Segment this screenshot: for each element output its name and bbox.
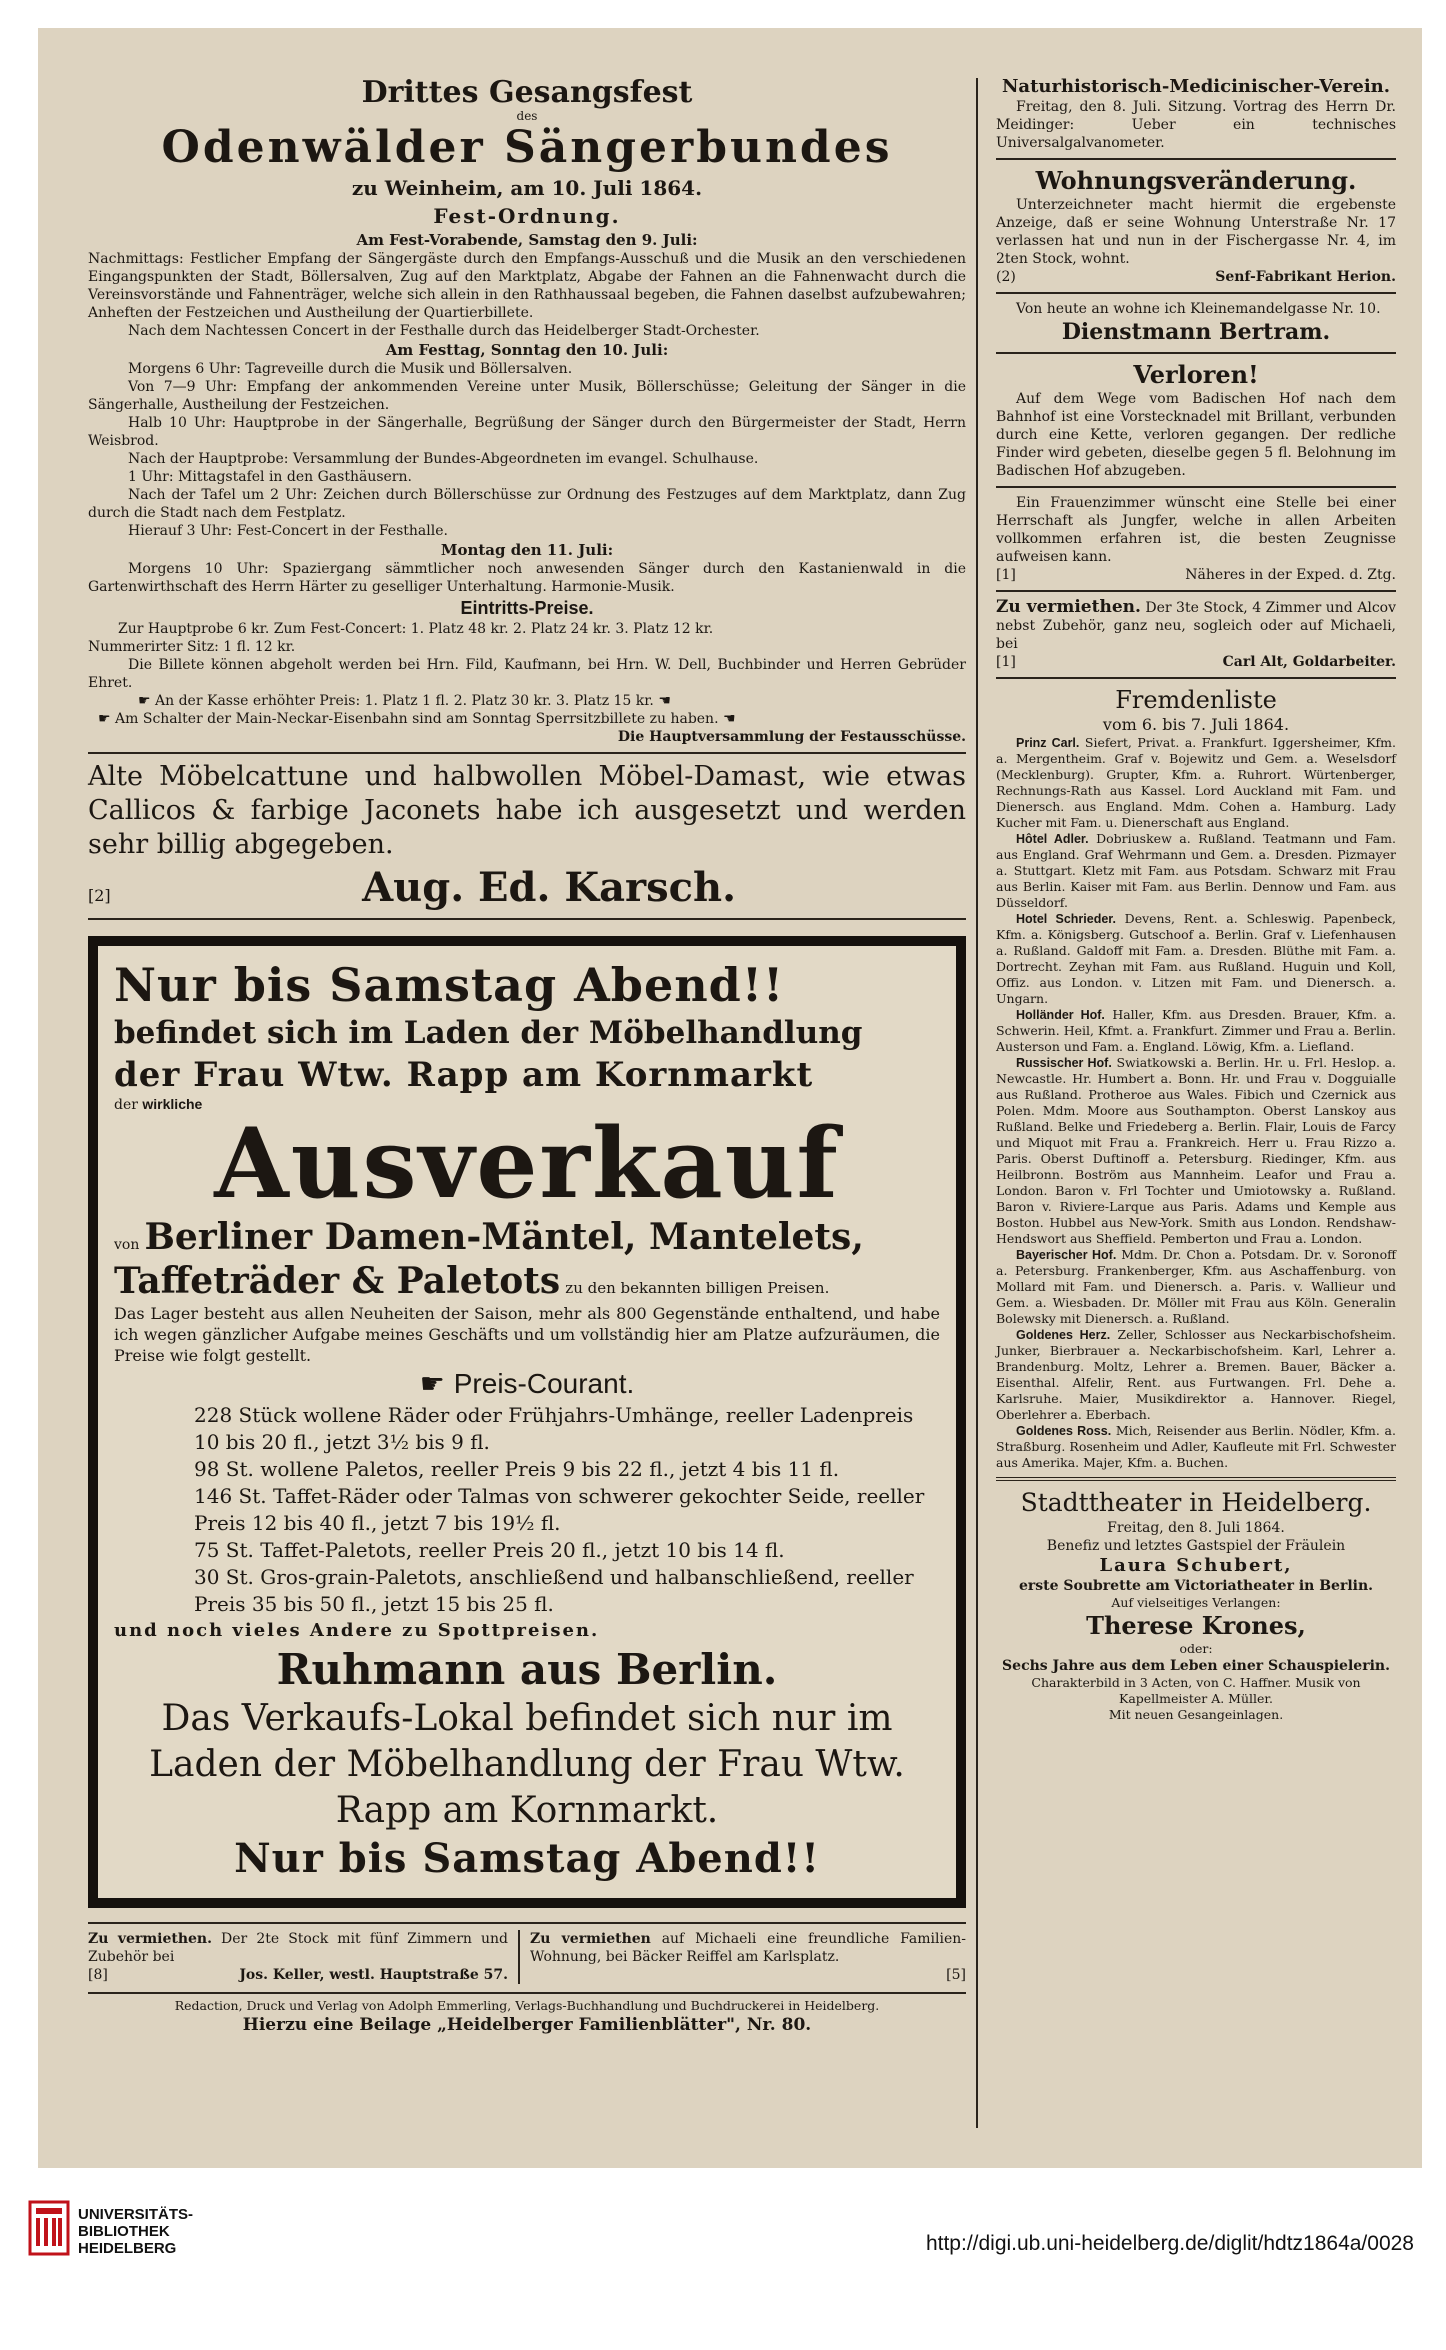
divider — [996, 158, 1396, 160]
divider — [88, 918, 966, 920]
wohnung-num: (2) — [996, 269, 1016, 285]
ad-reiffel-num: [5] — [946, 1967, 966, 1983]
festtag-line: 1 Uhr: Mittagstafel in den Gasthäusern. — [128, 469, 412, 485]
preise-line: Nummerirter Sitz: 1 fl. 12 kr. — [88, 639, 296, 655]
theater-line: Benefiz und letztes Gastspiel der Fräulein — [1046, 1538, 1346, 1554]
fremden-list — [996, 735, 1396, 1471]
karsch-num: [2] — [88, 886, 111, 905]
sale-line: befindet sich im Laden der Möbelhandlung — [114, 1015, 863, 1051]
verm-text: Der 3te Stock, 4 Zimmer und Alcov nebst Zubehör, ganz neu, sogleich oder auf Michaeli, bei — [996, 600, 1396, 652]
theater-date: Freitag, den 8. Juli 1864. — [1107, 1520, 1285, 1536]
stelle-num: [1] — [996, 567, 1016, 583]
fest-title-2: Odenwälder Sängerbundes — [161, 122, 893, 173]
divider — [996, 1477, 1396, 1481]
imprint: Redaction, Druck und Verlag von Adolph Emmerling, Verlags-Buchhandlung und Buchdruckerei in Heidelberg. — [88, 1992, 966, 2014]
verloren-head: Verloren! — [1133, 360, 1259, 389]
pointing-hand-icon: ☚ — [653, 693, 671, 709]
preis-item: 75 St. Taffet-Paletots, reeller Preis 20 fl., jetzt 10 bis 14 fl. — [194, 1538, 785, 1562]
sale-line: und noch vieles Andere zu Spottpreisen. — [114, 1620, 600, 1641]
hotel-name: Russischer Hof. — [1016, 1056, 1112, 1070]
fest-title-1: Drittes Gesangsfest — [361, 75, 693, 110]
divider — [996, 677, 1396, 679]
wohnung-name: Senf-Fabrikant Herion. — [1215, 269, 1396, 285]
hotel-guests: Dobriuskew a. Rußland. Teatmann und Fam. aus England. Graf Wehrmann und Gem. a. Dresden. Pizmayer a. Stuttgart. Kletz mit Fam. aus Potsdam. Schwarz mit Frau aus Berlin. Kaiser mit Fam. aus Berlin. Dennow und Fam. aus Düsseldorf. — [996, 831, 1397, 910]
library-name-line: UNIVERSITÄTS- — [78, 2206, 194, 2223]
preis-courant-list — [114, 1402, 940, 1618]
verm-num: [1] — [996, 654, 1016, 670]
divider — [996, 486, 1396, 488]
ad-keller-head: Zu vermiethen. — [88, 1931, 212, 1947]
theater-play-sub: Sechs Jahre aus dem Leben einer Schauspielerin. — [1002, 1658, 1390, 1674]
ad-reiffel-text: auf Michaeli eine freundliche Familien-Wohnung, bei Bäcker Reiffel am Karlsplatz. — [530, 1931, 966, 1965]
fest-des: des — [516, 109, 538, 123]
theater-line: Auf vielseitiges Verlangen: — [1111, 1595, 1281, 1610]
verm-name: Carl Alt, Goldarbeiter. — [1222, 654, 1396, 670]
festtag-line: Von 7—9 Uhr: Empfang der ankommenden Vereine unter Musik, Böllerschüsse; Geleitung der Sänger in die Sängerhalle, Austheilung der Festzeichen. — [88, 379, 966, 413]
hotel-name: Goldenes Herz. — [1016, 1328, 1111, 1342]
theater-head: Stadttheater in Heidelberg. — [1020, 1488, 1372, 1517]
theater-oder: oder: — [1179, 1641, 1213, 1656]
verm-head: Zu vermiethen. — [996, 597, 1141, 617]
library-name — [78, 2206, 193, 2257]
preise-line: Zur Hauptprobe 6 kr. Zum Fest-Concert: 1. Platz 48 kr. 2. Platz 24 kr. 3. Platz 12 kr. — [118, 621, 714, 637]
fremden-entry — [996, 911, 1396, 1007]
sale-wirkliche: wirkliche — [142, 1096, 203, 1112]
preise-heading: Eintritts-Preise. — [460, 598, 594, 618]
divider — [996, 352, 1396, 354]
ad-keller-sign — [88, 1966, 508, 1984]
viewer-footer — [0, 2168, 1446, 2350]
hotel-guests: Swiatkowski a. Berlin. Hr. u. Frl. Heslop. a. Newcastle. Hr. Humbert a. Bonn. Hr. und Frau v. Dogguialle aus Rußland. Protheroe aus Wales. Fibich und Czernick aus Polen. Mdm. Moore aus Southampton. Oberst Lanskoy aus Rußland. Belke und Friedeberg a. Berlin. Flair, Louis de Farcy und Miquot mit Frau a. Frankreich. Herr u. Frau Rizzo a. Paris. Oberst Duftinoff a. Petersburg. Riedinger, Kfm. aus Heilbronn. Boström aus Mannheim. Leafor und Frau a. London. Baron v. Frl Tochter und Umiotowsky a. Rußland. Baron v. Riviere-Larque aus Paris. Adams und Kemple aus Boston. Hubbel aus New-York. Smith aus London. Rendshaw-Hendswort aus Sheffield. Pemberton und Frau a. London. — [996, 1055, 1396, 1246]
sale-line: zu den bekannten billigen Preisen. — [565, 1279, 830, 1297]
preise-line: Am Schalter der Main-Neckar-Eisenbahn sind am Sonntag Sperrsitzbillete zu haben. — [115, 711, 719, 727]
hotel-guests: Mich, Reisender aus Berlin. Nödler, Kfm. a. Straßburg. Rosenheim und Adler, Kaufleute mit Frl. Schwester aus Amerika. Majer, Kfm. a. Buchen. — [996, 1423, 1396, 1470]
ad-reiffel — [520, 1930, 966, 1984]
beilage-note: Hierzu eine Beilage „Heidelberger Familienblätter", Nr. 80. — [242, 2015, 812, 2035]
fest-ordnung: Fest-Ordnung. — [433, 204, 621, 228]
column-divider — [976, 78, 978, 2128]
stelle-sign-text: Näheres in der Exped. d. Ztg. — [1185, 567, 1396, 583]
pointing-hand-icon: ☛ — [138, 693, 156, 709]
small-ads-row — [88, 1922, 966, 1984]
hotel-name: Hotel Schrieder. — [1016, 912, 1116, 926]
left-column — [88, 76, 966, 2036]
wohnung-head: Wohnungsveränderung. — [1035, 166, 1357, 195]
pointing-hand-icon: ☚ — [718, 711, 736, 727]
pointing-hand-icon: ☛ — [98, 711, 116, 727]
fremden-entry — [996, 1423, 1396, 1471]
bertram-name: Dienstmann Bertram. — [1061, 319, 1331, 345]
verein-head: Naturhistorisch-Medicinischer-Verein. — [1001, 76, 1391, 97]
preis-item: 30 St. Gros-grain-Paletots, anschließend und halbanschließend, reeller Preis 35 bis 50 fl., jetzt 15 bis 25 fl. — [194, 1565, 914, 1616]
preis-item: 98 St. wollene Paletos, reeller Preis 9 bis 22 fl., jetzt 4 bis 11 fl. — [194, 1457, 840, 1481]
fremden-head: Fremdenliste — [1115, 686, 1277, 714]
wohnung-sign — [996, 268, 1396, 286]
festtag-line: Nach der Hauptprobe: Versammlung der Bundes-Abgeordneten im evangel. Schulhause. — [128, 451, 759, 467]
divider — [996, 292, 1396, 294]
preis-courant-head — [114, 1366, 940, 1402]
ad-reiffel-head: Zu vermiethen — [530, 1931, 651, 1947]
montag-heading: Montag den 11. Juli: — [440, 541, 614, 559]
karsch-sign-row — [88, 864, 966, 912]
wohnung-text: Unterzeichneter macht hiermit die ergebenste Anzeige, daß er seine Wohnung Unterstraße Nr. 17 verlassen hat und nun in der Fischergasse Nr. 4, im 2ten Stock, wohnt. — [996, 197, 1396, 267]
preise-sign: Die Hauptversammlung der Festausschüsse. — [617, 729, 966, 745]
library-name-line: HEIDELBERG — [78, 2240, 177, 2257]
sale-line: der Frau Wtw. Rapp am Kornmarkt — [114, 1055, 814, 1095]
verloren-text: Auf dem Wege vom Badischen Hof nach dem Bahnhof ist eine Vorstecknadel mit Brillant, verbunden durch eine Kette, verloren gegangen. Der redliche Finder wird gebeten, dieselbe gegen 5 fl. Belohnung im Badischen Hof abzugeben. — [996, 391, 1396, 479]
festtag-line: Halb 10 Uhr: Hauptprobe in der Sängerhalle, Begrüßung der Sänger durch den Bürgermeister der Stadt, Herrn Weisbrod. — [88, 415, 966, 449]
vorabend-heading: Am Fest-Vorabende, Samstag den 9. Juli: — [356, 231, 698, 249]
fremden-entry — [996, 1055, 1396, 1247]
sale-taffet-row — [114, 1259, 940, 1303]
hotel-guests: Mdm. Dr. Chon a. Potsdam. Dr. v. Soronoff a. Petersburg. Frankenberger, Kfm. aus Aschaffenburg. von Mollard mit Fam. und Dienersch. a. Paris. v. Wallieur und Gem. a. Wiesbaden. Dr. Möller mit Frau aus Köln. Generalin Bolewsky mit Dienersch. a. Rußland. — [996, 1247, 1396, 1326]
sale-der: der — [114, 1097, 138, 1113]
verm-sign — [996, 653, 1396, 671]
divider — [996, 590, 1396, 592]
theater-line: Mit neuen Gesangeinlagen. — [1108, 1707, 1284, 1722]
montag-text: Morgens 10 Uhr: Spaziergang sämmtlicher noch anwesenden Sänger durch den Kastanienwald in die Gartenwirthschaft des Herrn Härter zu geselliger Unterhaltung. Harmonie-Musik. — [88, 561, 966, 595]
sale-lager-text: Das Lager besteht aus allen Neuheiten der Saison, mehr als 800 Gegenstände enthaltend, und habe ich wegen gänzlicher Aufgabe meines Geschäfts und um vollständig hier am Platze aufzuräumen, die Preise wie folgt gestellt. — [114, 1304, 940, 1365]
theater-line: Charakterbild in 3 Acten, von C. Haffner. Musik von Kapellmeister A. Müller. — [1031, 1675, 1361, 1706]
festtag-heading: Am Festtag, Sonntag den 10. Juli: — [385, 341, 669, 359]
ad-keller-text: Der 2te Stock mit fünf Zimmern und Zubehör bei — [88, 1931, 508, 1965]
preis-courant-title: Preis-Courant. — [453, 1368, 635, 1399]
hotel-name: Holländer Hof. — [1016, 1008, 1105, 1022]
hotel-name: Prinz Carl. — [1016, 736, 1080, 750]
festtag-line: Morgens 6 Uhr: Tagreveille durch die Musik und Böllersalven. — [128, 361, 573, 377]
right-column — [996, 76, 1396, 1723]
preise-line: Die Billete können abgeholt werden bei Hrn. Fild, Kaufmann, bei Hrn. W. Dell, Buchbinder und Herren Gebrüder Ehret. — [88, 657, 966, 691]
vorabend-text: Nachmittags: Festlicher Empfang der Sängergäste durch den Empfangs-Ausschuß und die Musik an den verschiedenen Eingangspunkten der Stadt, Böllersalven, Zug auf den Marktplatz, Abgabe der Fahnen an die Fahnenwacht durch die Vereinsvorstände und Fahnenträger, welche sich allein in den Rathhaussaal begeben, die Fahnen daselbst aufzubewahren; Anheften der Festzeichen und Austheilung der Quartierbillete. — [88, 251, 966, 321]
stelle-text: Ein Frauenzimmer wünscht eine Stelle bei einer Herrschaft als Jungfer, welche in allen Arbeiten vollkommen erfahren ist, die besten Zeugnisse aufweisen kann. — [996, 495, 1396, 565]
theater-name: Laura Schubert, — [1099, 1555, 1293, 1576]
fremden-entry — [996, 1007, 1396, 1055]
festtag-line: Nach der Tafel um 2 Uhr: Zeichen durch Böllerschüsse zur Ordnung des Festzuges auf dem Marktplatz, dann Zug durch die Stadt nach dem Festplatz. — [88, 487, 966, 521]
theater-line: erste Soubrette am Victoriatheater in Berlin. — [1018, 1578, 1374, 1594]
fremden-entry — [996, 735, 1396, 831]
sale-headline: Nur bis Samstag Abend!! — [114, 958, 785, 1012]
university-library-logo-icon — [28, 2200, 70, 2256]
fremden-entry — [996, 1247, 1396, 1327]
sale-ausverkauf: Ausverkauf — [214, 1107, 840, 1220]
stelle-sign — [996, 566, 1396, 584]
fremden-entry — [996, 1327, 1396, 1423]
hotel-guests: Haller, Kfm. aus Dresden. Brauer, Kfm. a. Schwerin. Heil, Kfmt. a. Frankfurt. Zimmer und Frau a. Berlin. Austerson und Fam. a. England. Löwig, Kfm. a. Liefland. — [996, 1007, 1396, 1054]
sale-lokal: Das Verkaufs-Lokal befindet sich nur im Laden der Möbelhandlung der Frau Wtw. Rapp am Kornmarkt. — [149, 1698, 905, 1831]
karsch-text: Alte Möbelcattune und halbwollen Möbel-Damast, wie etwas Callicos & farbige Jaconets habe ich ausgesetzt und werden sehr billig abgegeben. — [88, 761, 966, 860]
hotel-guests: Siefert, Privat. a. Frankfurt. Iggersheimer, Kfm. a. Mergentheim. Graf v. Bojewitz und Gem. a. Weselsdorf (Mecklenburg). Grupter, Kfm. a. Ruhrort. Würtenberger, Rechnungs-Rath aus Kassel. Lord Auckland mit Fam. und Dienersch. aus England. Mdm. Cohen a. Hamburg. Lady Kucher mit Fam. u. Dienerschaft aus England. — [996, 735, 1396, 830]
fremden-date: vom 6. bis 7. Juli 1864. — [1102, 715, 1290, 734]
preis-item: 228 Stück wollene Räder oder Frühjahrs-Umhänge, reeller Ladenpreis 10 bis 20 fl., jetzt 3½ bis 9 fl. — [194, 1403, 914, 1454]
sale-closing: Nur bis Samstag Abend!! — [234, 1835, 820, 1882]
theater-play: Therese Krones, — [1086, 1611, 1306, 1640]
hotel-guests: Devens, Rent. a. Schleswig. Papenbeck, Kfm. a. Königsberg. Gutschoof a. Berlin. Graf v. Liefenhausen a. Rußland. Galdoff mit Fam. a. Dresden. Blüthe mit Fam. a. Dortrecht. Zeyhan mit Fam. aus Rußland. Huguin und Koll, Offiz. aus London. v. Litzen mit Fam. und Dienersch. a. Ungarn. — [996, 911, 1396, 1006]
ausverkauf-notice — [88, 936, 966, 1908]
hotel-name: Bayerischer Hof. — [1016, 1248, 1117, 1262]
bertram-text: Von heute an wohne ich Kleinemandelgasse Nr. 10. — [1016, 301, 1381, 317]
preise-line: An der Kasse erhöhter Preis: 1. Platz 1 fl. 2. Platz 30 kr. 3. Platz 15 kr. — [155, 693, 654, 709]
preise-line-schalter — [88, 710, 966, 728]
divider — [88, 752, 966, 754]
vorabend-concert: Nach dem Nachtessen Concert in der Festhalle durch das Heidelberger Stadt-Orchester. — [128, 323, 760, 339]
ad-keller — [88, 1930, 520, 1984]
pointing-hand-icon: ☛ — [419, 1367, 454, 1400]
hotel-guests: Zeller, Schlosser aus Neckarbischofsheim. Junker, Bierbrauer a. Neckarbischofsheim. Karl, Lehrer a. Brandenburg. Moltz, Lehrer a. Bremen. Bauer, Bäcker a. Eisenthal. Alfelir, Rent. aus Furtwangen. Frl. Dehe a. Karlsruhe. Maier, Musikdirektor a. Hannover. Riegel, Oberlehrer a. Eberbach. — [996, 1327, 1396, 1422]
ad-keller-num: [8] — [88, 1967, 108, 1983]
preis-item: 146 St. Taffet-Räder oder Talmas von schwerer gekochter Seide, reeller Preis 12 bis 40 fl., jetzt 7 bis 19½ fl. — [194, 1484, 925, 1535]
hotel-name: Goldenes Ross. — [1016, 1424, 1112, 1438]
preise-line-kasse — [88, 692, 966, 710]
sale-berliner-row — [114, 1215, 940, 1259]
library-name-line: BIBLIOTHEK — [78, 2223, 170, 2240]
source-url[interactable]: http://digi.ub.uni-heidelberg.de/diglit/hdtz1864a/0028 — [925, 2232, 1414, 2255]
fremden-entry — [996, 831, 1396, 911]
newspaper-page — [38, 28, 1422, 2168]
hotel-name: Hôtel Adler. — [1016, 832, 1089, 846]
festtag-line: Hierauf 3 Uhr: Fest-Concert in der Festhalle. — [128, 523, 448, 539]
karsch-name: Aug. Ed. Karsch. — [362, 864, 736, 911]
sale-line: Berliner Damen-Mäntel, Mantelets, — [144, 1216, 864, 1258]
sale-line: Taffeträder & Paletots — [114, 1260, 561, 1302]
sale-seller: Ruhmann aus Berlin. — [276, 1645, 778, 1694]
fest-place: zu Weinheim, am 10. Juli 1864. — [351, 176, 703, 200]
ad-keller-name: Jos. Keller, westl. Hauptstraße 57. — [239, 1967, 508, 1983]
verein-text: Freitag, den 8. Juli. Sitzung. Vortrag des Herrn Dr. Meidinger: Ueber ein technisches Universalgalvanometer. — [996, 99, 1396, 151]
sale-von: von — [114, 1237, 140, 1253]
